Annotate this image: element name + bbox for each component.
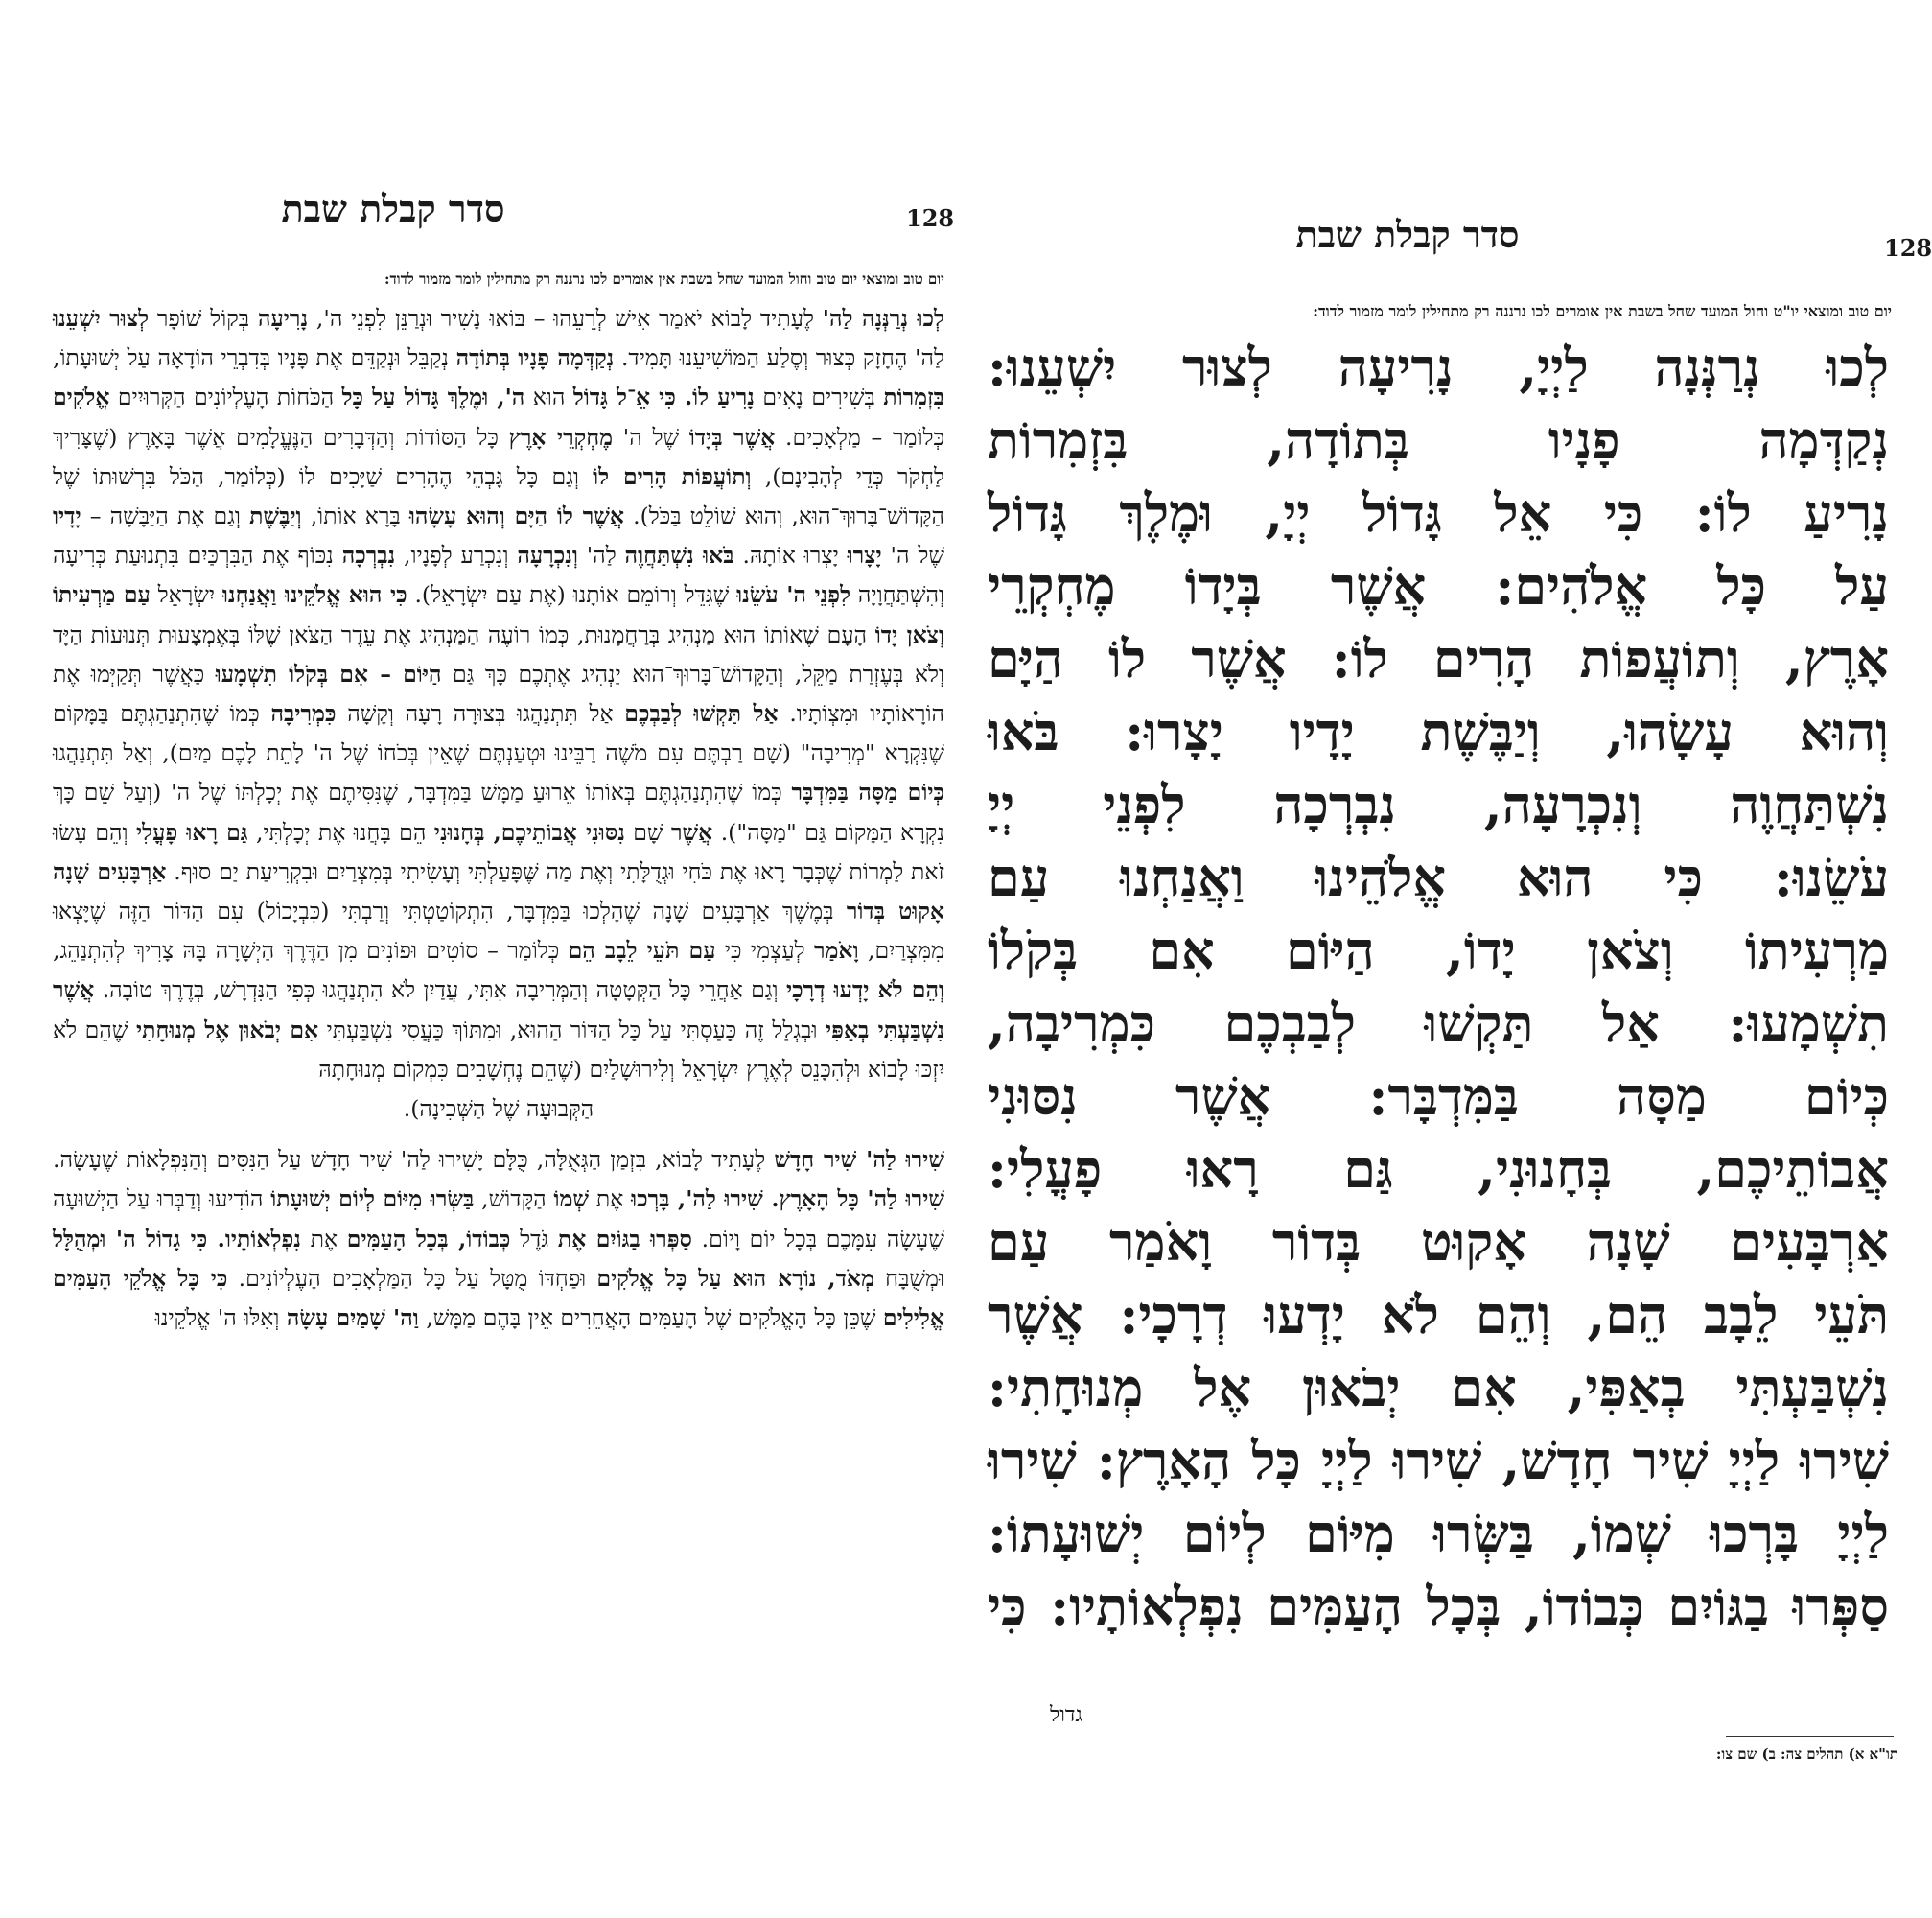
liturgy-line: נָרִיעַ לוֹ: כִּי אֵל גָּדוֹל יְיָ, וּמֶלֶךְ גָּדוֹל <box>988 482 1889 544</box>
liturgy-line: נִשְׁבַּעְתִּי בְאַפִּי, אִם יְבֹאוּן אֶל מְנוּחָתִי: <box>988 1357 1889 1418</box>
right-page-title: סדר קבלת שבת <box>1295 213 1520 256</box>
liturgy-line: לְכוּ נְרַנְּנָה לַיְיָ, נָרִיעָה לְצוּר יִשְׁעֵנוּ: <box>988 337 1889 398</box>
liturgy-line: אַרְבָּעִים שָׁנָה אָקוּט בְּדוֹר וָאֹמַר עַם <box>988 1211 1889 1273</box>
commentary-block <box>53 299 944 1338</box>
liturgy-line: תֹּעֵי לֵבָב הֵם, וְהֵם לֹא יָדְעוּ דְרָכָי: אֲשֶׁר <box>988 1284 1889 1345</box>
left-page-title: סדר קבלת שבת <box>281 187 505 230</box>
liturgy-line: עֹשֵׂנוּ: כִּי הוּא אֱלֹהֵינוּ וַאֲנַחְנוּ עַם <box>988 847 1889 908</box>
liturgy-line: כְּיוֹם מַסָּה בַּמִּדְבָּר: אֲשֶׁר נִסּוּנִי <box>988 1065 1889 1127</box>
liturgy-line: אֲבוֹתֵיכֶם, בְּחָנוּנִי, גַּם רָאוּ פָעֳלִי: <box>988 1138 1889 1200</box>
liturgy-line: נִשְׁתַּחֲוֶה וְנִכְרָעָה, נִבְרְכָה לִפְנֵי יְיָ <box>988 774 1889 835</box>
commentary-paragraph-1: לְכוּ נְרַנְּנָה לַה' לֶעָתִיד לָבוֹא יֹאמַר אִישׁ לְרֵעֵהוּ – בּוֹאוּ נָשִׁיר וּנְרַנֵּן לִפְנֵי ה', נָרִיעָה בְּקוֹל שׁוֹפָר לְצוּר יִשְׁעֵנוּ לַה' הֶחָזָק כְּצוּר וְסֶלַע הַמּוֹשִׁיעֵנוּ תָּמִיד. נְקַדְּמָה פָנָיו בְּתוֹדָה נְקַבֵּל וּנְקַדֵּם אֶת פָּנָיו בְּדִבְרֵי הוֹדָאָה עַל יְשׁוּעָתוֹ, בִּזְמִרוֹת בְּשִׁירִים נָאִים נָרִיעַ לוֹ. כִּי אֵ־ל גָּדוֹל הוּא ה', וּמֶלֶךְ גָּדוֹל עַל כָּל הַכֹּחוֹת הָעֶלְיוֹנִים הַקְּרוּיִים אֱלֹקִים כְּלוֹמַר – מַלְאָכִים. אֲשֶׁר בְּיָדוֹ שֶׁל ה' מֶחְקְרֵי אָרֶץ כָּל הַסּוֹדוֹת וְהַדְּבָרִים הַנֶּעֱלָמִים אֲשֶׁר בָּאָרֶץ (שֶׁצָּרִיךְ לַחְקֹר כְּדֵי לְהָבִינָם), וְתוֹעֲפוֹת הָרִים לוֹ וְגַם כָּל גָּבְהֵי הֶהָרִים שַׁיָּכִים לוֹ (כְּלוֹמַר, הַכֹּל בִּרְשׁוּתוֹ שֶׁל הַקָּדוֹשׁ־בָּרוּךְ־הוּא, וְהוּא שׁוֹלֵט בַּכֹּל). אֲשֶׁר לוֹ הַיָּם וְהוּא עָשָׂהוּ בָּרָא אוֹתוֹ, וְיַבֶּשֶׁת וְגַם אֶת הַיַּבָּשָׁה – יָדָיו שֶׁל ה' יָצָרוּ יָצְרוּ אוֹתָהּ. בֹּאוּ נִשְׁתַּחֲוֶה לַה' וְנִכְרָעָה וְנִכְרַע לְפָנָיו, נִבְרְכָה נִכּוֹף אֶת הַבִּרְכַּיִם בִּתְנוּעַת כְּרִיעָה וְהִשְׁתַּחֲוָיָה לִפְנֵי ה' עֹשֵׂנוּ שֶׁגִּדֵּל וְרוֹמֵם אוֹתָנוּ (אֶת עַם יִשְׂרָאֵל). כִּי הוּא אֱלֹקֵינוּ וַאֲנַחְנוּ יִשְׂרָאֵל עַם מַרְעִיתוֹ וְצֹאן יָדוֹ הָעָם שֶׁאוֹתוֹ הוּא מַנְהִיג בְּרַחֲמָנוּת, כְּמוֹ רוֹעֶה הַמַּנְהִיג אֶת עֵדֶר הַצֹּאן שֶׁלּוֹ בְּאֶמְצָעוּת תְּנוּעוֹת הַיָּד וְלֹא בְּעֶזְרַת מַקֵּל, וְהַקָּדוֹשׁ־בָּרוּךְ־הוּא יַנְהִיג אֶתְכֶם כָּךְ גַּם הַיּוֹם – אִם בְּקֹלוֹ תִשְׁמָעוּ כַּאֲשֶׁר תְּקַיְּמוּ אֶת הוֹרָאוֹתָיו וּמִצְוֹתָיו. אַל תַּקְשׁוּ לְבַבְכֶם אַל תִּתְנַהֲגוּ בְּצוּרָה רָעָה וְקָשָׁה כִּמְרִיבָה כְּמוֹ שֶׁהִתְנַהַגְתֶּם בַּמָּקוֹם שֶׁנִּקְרָא "מְרִיבָה" (שָׁם רַבְתֶּם עִם מֹשֶׁה רַבֵּינוּ וּטְעַנְתֶּם שֶׁאֵין בְּכֹחוֹ שֶׁל ה' לָתֵת לָכֶם מַיִם), וְאַל תִּתְנַהֲגוּ כְּיוֹם מַסָּה בַּמִּדְבָּר כְּמוֹ שֶׁהִתְנַהַגְתֶּם בְּאוֹתוֹ אֵרוּעַ מַמָּשׁ בַּמִּדְבָּר, שֶׁנִּסִּיתֶם אֶת יְכָלְתּוֹ שֶׁל ה' (וְעַל שֵׁם כָּךְ נִקְרָא הַמָּקוֹם גַּם "מַסָּה"). אֲשֶׁר שָׁם נִסּוּנִי אֲבוֹתֵיכֶם, בְּחָנוּנִי הֵם בָּחֲנוּ אֶת יְכָלְתִּי, גַּם רָאוּ פָעֳלִי וְהֵם עָשׂוּ זֹאת לַמְרוֹת שֶׁכְּבָר רָאוּ אֶת כֹּחִי וּגְדֻלָּתִי וְאֶת מַה שֶּׁפָּעַלְתִּי וְעָשִׂיתִי בְּמִצְרַיִם וּבִקְרִיעַת יַם סוּף. אַרְבָּעִים שָׁנָה אָקוּט בְּדוֹר בְּמֶשֶׁךְ אַרְבָּעִים שָׁנָה שֶׁהָלְכוּ בַּמִּדְבָּר, הִתְקוֹטַטְתִּי וְרַבְתִּי (כִּבְיָכוֹל) עִם הַדּוֹר הַזֶּה שֶׁיָּצְאוּ מִמִּצְרַיִם, וָאֹמַר לְעַצְמִי כִּי עַם תֹּעֵי לֵבָב הֵם כְּלוֹמַר – סוֹטִים וּפוֹנִים מִן הַדֶּרֶךְ הַיְשָׁרָה בָּהּ צָרִיךְ לְהִתְנַהֵג, וְהֵם לֹא יָדְעוּ דְרָכָי וְגַם אַחֲרֵי כָּל הַקְּטָטָה וְהַמְּרִיבָה אִתִּי, עֲדַיִן לֹא הִתְנַהֲגוּ כְּפִי הַנִּדְרָשׁ, בְּדֶרֶךְ טוֹבָה. אֲשֶׁר נִשְׁבַּעְתִּי בְאַפִּי וּבְגְלַל זֶה כָּעַסְתִּי עַל כָּל הַדּוֹר הַהוּא, וּמִתּוֹךְ כַּעֲסִי נִשְׁבַּעְתִּי אִם יְבֹאוּן אֶל מְנוּחָתִי שֶׁהֵם לֹא יִזְכּוּ לָבוֹא וּלְהִכָּנֵס לְאֶרֶץ יִשְׂרָאֵל וְלִירוּשָׁלַיִם (שֶׁהֵם נֶחְשָׁבִים כִּמְקוֹם מְנוּחָתָהּ <box>53 305 945 1083</box>
right-page-header <box>959 213 1932 290</box>
catchword: גדול <box>1050 1703 1082 1727</box>
right-page-instruction: יום טוב ומוצאי יו"ט וחול המועד שחל בשבת אין אומרים לכו נרננה רק מתחילין לומר מזמור לדוד: <box>1313 302 1892 320</box>
liturgy-line: עַל כָּל אֱלֹהִים: אֲשֶׁר בְּיָדוֹ מֶחְקְרֵי <box>988 555 1889 617</box>
left-page <box>0 0 959 1918</box>
liturgy-line: אָרֶץ, וְתוֹעֲפוֹת הָרִים לוֹ: אֲשֶׁר לוֹ הַיָּם <box>988 628 1889 690</box>
liturgy-line: שִׁירוּ לַיְיָ שִׁיר חָדָשׁ, שִׁירוּ לַיְיָ כָּל הָאָרֶץ: שִׁירוּ <box>988 1430 1889 1491</box>
liturgy-line: תִשְׁמָעוּ: אַל תַּקְשׁוּ לְבַבְכֶם כִּמְרִיבָה, <box>988 993 1889 1054</box>
commentary-paragraph-1-closing: הַקְּבוּעָה שֶׁל הַשְּׁכִינָה). <box>403 1095 594 1123</box>
liturgy-line: וְהוּא עָשָׂהוּ, וְיַבֶּשֶׁת יָדָיו יָצָרוּ: בֹּאוּ <box>988 701 1889 762</box>
commentary-paragraph-2: שִׁירוּ לַה' שִׁיר חָדָשׁ לֶעָתִיד לָבוֹא, בִּזְמַן הַגְּאֻלָּה, כֻּלָּם יָשִׁירוּ לַה' שִׁיר חָדָשׁ עַל הַנִּסִּים וְהַנִּפְלָאוֹת שֶׁעָשָׂה. שִׁירוּ לַה' כָּל הָאָרֶץ. שִׁירוּ לַה', בָּרְכוּ אֶת שְׁמוֹ הַקָּדוֹשׁ, בַּשְּׂרוּ מִיּוֹם לְיוֹם יְשׁוּעָתוֹ הוֹדִיעוּ וְדַבְּרוּ עַל הַיְשׁוּעָה שֶׁעָשָׂה עִמָּכֶם בְּכָל יוֹם וָיוֹם. סַפְּרוּ בַגּוֹיִם אֶת גֹּדֶל כְּבוֹדוֹ, בְּכָל הָעַמִּים אֶת נִפְלְאוֹתָיו. כִּי גָדוֹל ה' וּמְהֻלָּל וּמְשֻׁבָּח מְאֹד, נוֹרָא הוּא עַל כָּל אֱלֹקִים וּפַחְדּוֹ מֻטָּל עַל כָּל הַמַּלְאָכִים הָעֶלְיוֹנִים. כִּי כָּל אֱלֹקֵי הָעַמִּים אֱלִילִים שֶׁכֵּן כָּל הָאֱלֹקִים שֶׁל הָעַמִּים הָאֲחֵרִים אֵין בָּהֶם מַמָּשׁ, וַה' שָׁמַיִם עָשָׂה וְאִלּוּ ה' אֱלֹקֵינוּ <box>53 1146 944 1332</box>
liturgy-line: מַרְעִיתוֹ וְצֹאן יָדוֹ, הַיּוֹם אִם בְּקֹלוֹ <box>988 920 1889 981</box>
left-page-instruction: יום טוב ומוצאי יום טוב וחול המועד שחל בשבת אין אומרים לכו נרננה רק מתחילין לומר מזמור לדוד: <box>384 270 944 288</box>
liturgy-line: נְקַדְּמָה פָנָיו בְּתוֹדָה, בִּזְמִרוֹת <box>988 409 1889 471</box>
left-page-header <box>0 187 959 264</box>
left-page-number: 128 <box>906 204 955 232</box>
right-page <box>959 0 1932 1918</box>
footnote-divider <box>1726 1736 1894 1737</box>
footnote: תו"א א) תהלים צה: ב) שם צו: <box>1715 1745 1898 1763</box>
right-page-number: 128 <box>1884 234 1932 262</box>
liturgy-line: סַפְּרוּ בַגּוֹיִם כְּבוֹדוֹ, בְּכָל הָעַמִּים נִפְלְאוֹתָיו: כִּי <box>988 1576 1889 1637</box>
liturgy-line: לַיְיָ בָּרְכוּ שְׁמוֹ, בַּשְּׂרוּ מִיּוֹם לְיוֹם יְשׁוּעָתוֹ: <box>988 1503 1889 1564</box>
liturgy-text <box>988 331 1889 1643</box>
